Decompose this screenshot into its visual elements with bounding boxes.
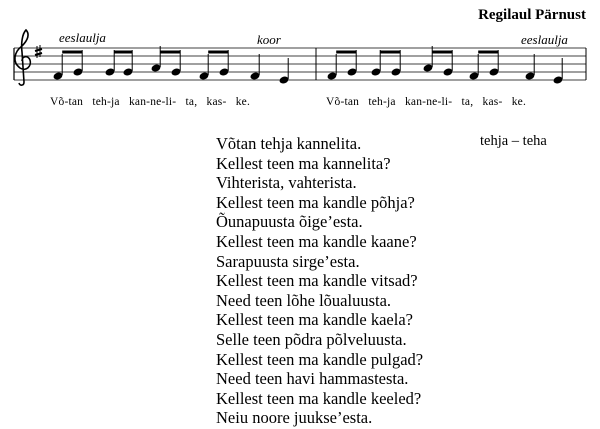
marking-koor: koor <box>257 32 281 47</box>
song-title: Regilaul Pärnust <box>478 7 586 23</box>
verse-line: Need teen lõhe lõualuusta. <box>216 290 392 310</box>
verse-line: Sarapuusta sirge’esta. <box>216 251 360 271</box>
notes <box>53 46 564 85</box>
verse-line: Õunapuusta õige’esta. <box>216 212 363 232</box>
gloss-note: tehja – teha <box>480 133 547 149</box>
verse-line: Kellest teen ma kandle vitsad? <box>216 271 418 291</box>
staff-lines <box>14 48 586 80</box>
verse-line: Need teen havi hammastesta. <box>216 369 409 389</box>
verses-block <box>216 134 423 428</box>
verse-line: Vihteristа, vahteristа. <box>216 173 357 193</box>
lyrics-line-2: Võ-tan teh-ja kan-ne-li- ta, kas- ke. <box>326 96 527 108</box>
verse-line: Kellest teen ma kandle kaane? <box>216 231 417 251</box>
marking-eeslaulja-1: eeslaulja <box>59 30 106 45</box>
treble-clef-icon <box>15 30 30 85</box>
verse-line: Kellest teen ma kandle põhja? <box>216 192 415 212</box>
verse-line: Kellest teen ma kandle keeled? <box>216 388 422 408</box>
verse-line: Kellest teen ma kandle pulgad? <box>216 349 424 369</box>
verse-line: Võtan tehja kannelita. <box>216 134 362 153</box>
verse-line: Selle teen põdra põlveluusta. <box>216 329 407 349</box>
lyrics-line-1: Võ-tan teh-ja kan-ne-li- ta, kas- ke. <box>50 96 251 108</box>
verse-line: Kellest teen ma kandle kaela? <box>216 310 413 330</box>
verse-line: Kellest teen ma kannelita? <box>216 153 391 173</box>
verse-line: Neiu noore juukse’esta. <box>216 408 373 428</box>
marking-eeslaulja-2: eeslaulja <box>521 32 568 47</box>
